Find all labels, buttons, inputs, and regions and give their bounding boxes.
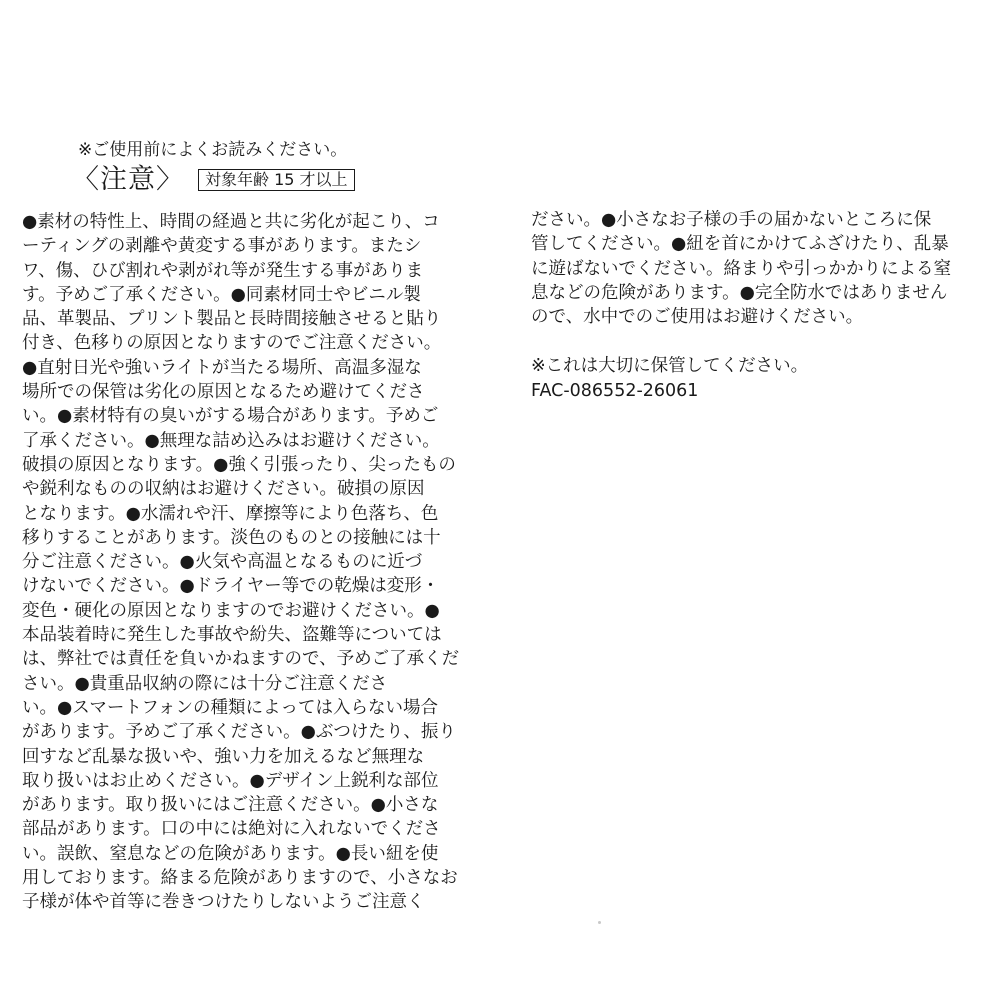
text-line: い。誤飲、窒息などの危険があります。●長い紐を使 [22,843,439,864]
text-line: さい。●貴重品収納の際には十分ご注意くださ [22,673,388,694]
text-line: 品、革製品、プリント製品と長時間接触させると貼り [22,309,442,330]
text-line: ーティングの剥離や黄変する事があります。またシ [22,236,422,257]
text-line: ●素材の特性上、時間の経過と共に劣化が起こり、コ [22,212,440,232]
text-line: 管してください。●紐を首にかけてふざけたり、乱暴 [531,234,949,255]
text-line: 変色・硬化の原因となりますのでお避けください。● [22,600,440,621]
text-line: 破損の原因となります。●強く引張ったり、尖ったもの [22,454,456,475]
text-line: ださい。●小さなお子様の手の届かないところに保 [531,210,932,230]
left-column [22,210,474,915]
text-line: 移りすることがあります。淡色のものとの接触には十 [22,527,441,548]
text-line: けないでください。●ドライヤー等での乾燥は変形・ [22,576,440,597]
text-line: い。●素材特有の臭いがする場合があります。予めご [22,406,439,427]
text-line: や鋭利なものの収納はお避けください。破損の原因 [22,479,425,500]
storage-note-block [531,354,808,404]
intro-note: ※ご使用前によくお読みください。 [78,140,348,160]
text-line: ワ、傷、ひび割れや剥がれ等が発生する事がありま [22,260,424,281]
caution-heading: 〈注意〉 [72,164,184,195]
age-badge: 対象年齢 15 才以上 [198,169,355,191]
text-line: となります。●水濡れや汗、摩擦等により色落ち、色 [22,503,439,524]
paper-speck [598,921,601,924]
text-line: い。●スマートフォンの種類によっては入らない場合 [22,697,439,718]
text-line: ●直射日光や強いライトが当たる場所、高温多湿な [22,357,422,378]
keep-note: ※これは大切に保管してください。 [531,356,809,376]
text-line: 回すなど乱暴な扱いや、強い力を加えるなど無理な [22,746,425,767]
text-line: 部品があります。口の中には絶対に入れないでくださ [22,819,441,840]
text-line: 子様が体や首等に巻きつけたりしないようご注意く [22,892,425,913]
text-line: があります。取り扱いにはご注意ください。●小さな [22,795,439,816]
text-line: す。予めご了承ください。●同素材同士やビニル製 [22,284,421,305]
text-line: 息などの危険があります。●完全防水ではありません [531,282,948,303]
text-line: 分ご注意ください。●火気や高温となるものに近づ [22,552,423,573]
product-code: FAC-086552-26061 [531,381,699,401]
text-line: は、弊社では責任を負いかねますので、予めご了承くだ [22,649,460,670]
text-line: 付き、色移りの原因となりますのでご注意ください。 [22,333,442,354]
text-line: 了承ください。●無理な詰め込みはお避けください。 [22,430,440,451]
text-line: 本品装着時に発生した事故や紛失、盗難等については [22,625,442,646]
text-line: ので、水中でのご使用はお避けください。 [531,307,864,328]
heading-row [72,162,355,198]
text-line: があります。予めご了承ください。●ぶつけたり、振り [22,722,456,743]
text-line: 用しております。絡まる危険がありますので、小さなお [22,868,458,889]
text-line: に遊ばないでください。絡まりや引っかかりによる窒 [531,258,951,279]
text-line: 場所での保管は劣化の原因となるため避けてくださ [22,382,425,403]
text-line: 取り扱いはお止めください。●デザイン上鋭利な部位 [22,770,439,791]
right-column [531,208,981,329]
